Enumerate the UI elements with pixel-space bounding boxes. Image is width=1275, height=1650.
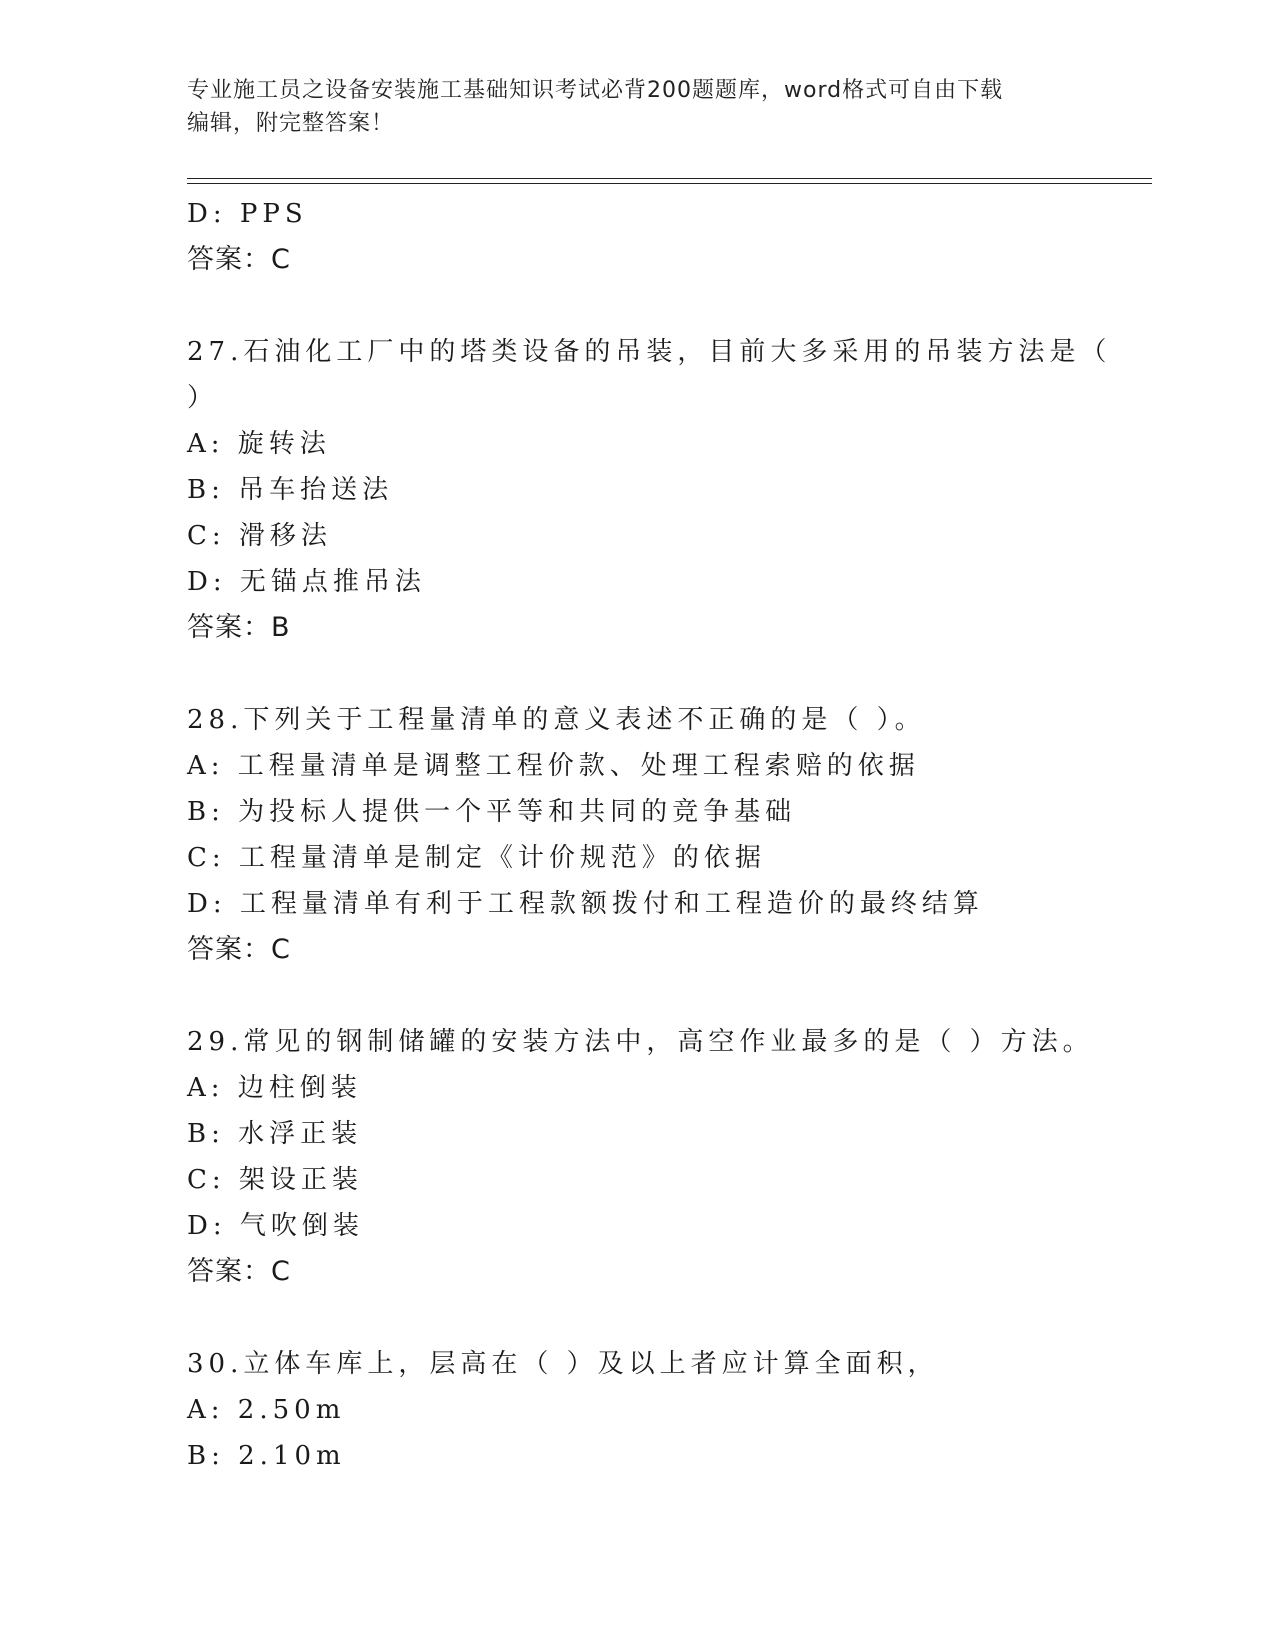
question-stem: 27.石油化工厂中的塔类设备的吊装，目前大多采用的吊装方法是（ bbox=[187, 337, 1112, 367]
question-30 bbox=[187, 1341, 1152, 1479]
option-b: B: 2.10m bbox=[187, 1441, 346, 1471]
option-b: B: 水浮正装 bbox=[187, 1119, 363, 1149]
header-title-line-2: 编辑，附完整答案！ bbox=[187, 111, 395, 136]
answer: 答案：C bbox=[187, 244, 291, 275]
previous-question-tail bbox=[187, 191, 1152, 283]
header-divider-top bbox=[187, 178, 1152, 179]
question-stem: 29.常见的钢制储罐的安装方法中，高空作业最多的是（ ）方法。 bbox=[187, 1027, 1094, 1057]
option-b: B: 吊车抬送法 bbox=[187, 475, 394, 505]
option-d: D: 气吹倒装 bbox=[187, 1211, 364, 1241]
answer: 答案：C bbox=[187, 1256, 291, 1287]
question-stem-continued: ） bbox=[187, 383, 219, 413]
answer: 答案：C bbox=[187, 934, 291, 965]
header-title-line-1: 专业施工员之设备安装施工基础知识考试必背200题题库，word格式可自由下载 bbox=[187, 78, 1004, 103]
option-d: D: 工程量清单有利于工程款额拨付和工程造价的最终结算 bbox=[187, 889, 984, 919]
header-divider-bottom bbox=[187, 183, 1152, 184]
option-c: C: 架设正装 bbox=[187, 1165, 363, 1195]
option-c: C: 滑移法 bbox=[187, 521, 332, 551]
option-b: B: 为投标人提供一个平等和共同的竞争基础 bbox=[187, 797, 797, 827]
document-header bbox=[187, 74, 1087, 140]
question-stem: 28.下列关于工程量清单的意义表述不正确的是（ ）。 bbox=[187, 705, 926, 735]
answer: 答案：B bbox=[187, 612, 291, 643]
question-27 bbox=[187, 329, 1152, 651]
option-a: A: 边柱倒装 bbox=[187, 1073, 362, 1103]
option-a: A: 旋转法 bbox=[187, 429, 331, 459]
document-body bbox=[187, 191, 1152, 1479]
option-c: C: 工程量清单是制定《计价规范》的依据 bbox=[187, 843, 766, 873]
option-d: D: PPS bbox=[187, 199, 308, 229]
question-28 bbox=[187, 697, 1152, 973]
question-stem: 30.立体车库上，层高在（ ）及以上者应计算全面积， bbox=[187, 1349, 939, 1379]
option-a: A: 工程量清单是调整工程价款、处理工程索赔的依据 bbox=[187, 751, 920, 781]
question-29 bbox=[187, 1019, 1152, 1295]
option-d: D: 无锚点推吊法 bbox=[187, 567, 426, 597]
option-a: A: 2.50m bbox=[187, 1395, 346, 1425]
